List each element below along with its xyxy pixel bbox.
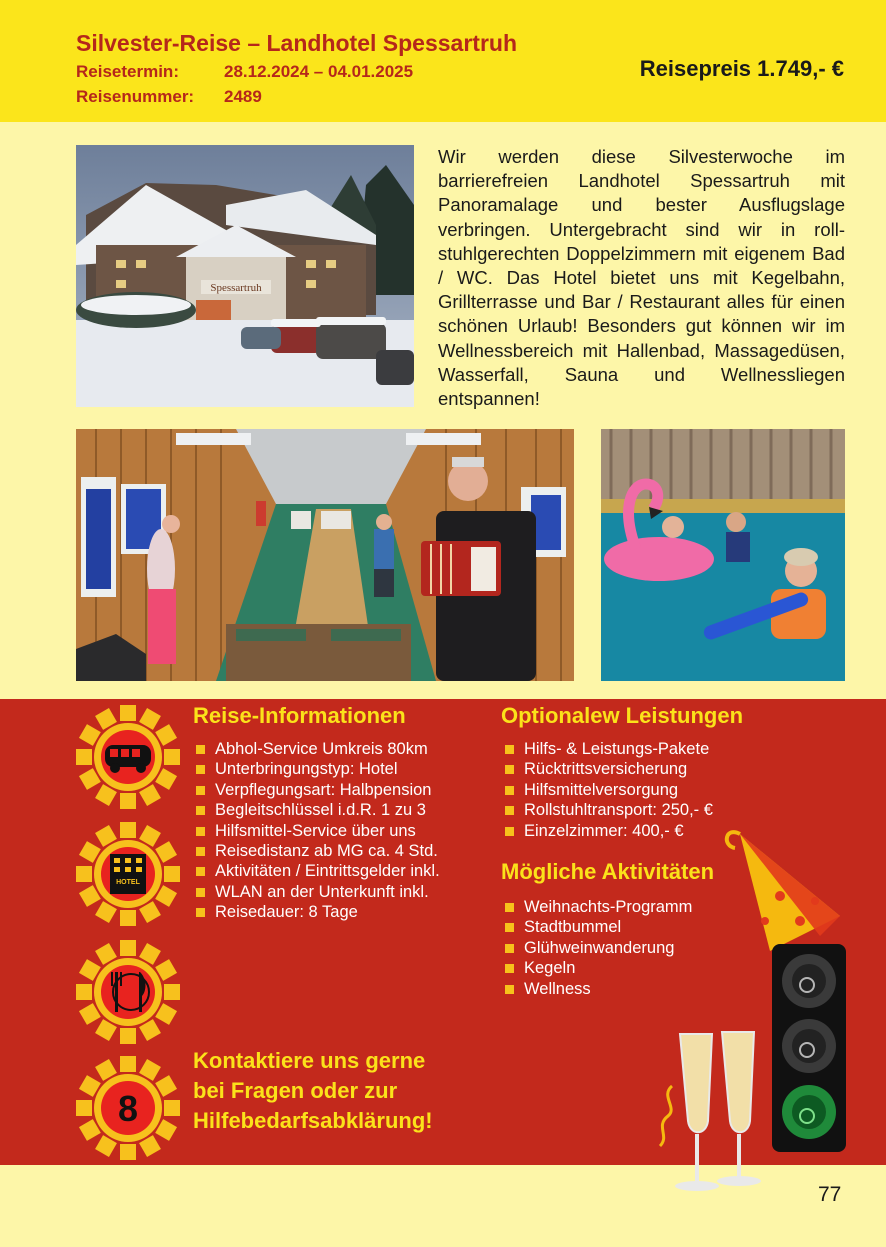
list-item: Glühweinwanderung [502,938,692,958]
contact-line-2: bei Fragen oder zur [193,1078,398,1103]
distance-number: 8 [117,1088,139,1129]
list-item: Kegeln [502,958,692,978]
list-item: Wellness [502,979,692,999]
hotel-photo [76,145,414,407]
list-item: Weihnachts-Programm [502,897,692,917]
activities-heading: Mögliche Aktivitäten [501,859,715,884]
list-item: Abhol-Service Umkreis 80km [193,739,440,759]
party-hat-icon [720,826,850,956]
list-item: Rollstuhltransport: 250,- € [502,800,713,820]
list-item: Reisedauer: 8 Tage [193,902,440,922]
contact-line-3: Hilfebedarfsabklärung! [193,1108,433,1133]
trip-number-label: Reisenummer: [76,87,195,106]
optional-heading: Optionalew Leistungen [501,703,744,728]
trip-title: Silvester-Reise – Landhotel Spessartruh [76,30,517,56]
list-item: Unterbringungstyp: Hotel [193,759,440,779]
trip-date-row [76,62,413,82]
trip-number-row [76,87,262,107]
intro-paragraph: Wir werden diese Silvesterwoche im barrierefreien Landhotel Spessartruh mit Panoramalage und bester Ausflugslage verbringen. Untergebracht sind wir in rollstuhlgerechten Doppelzimmern mit eigenem Bad / WC. Das Hotel bietet uns mit Kegelbahn, Grillterrasse und Bar / Restaurant alles für einen schönen Urlaub! Besonders gut können wir im Wellnessbereich mit Hallenbad, Massagedüsen, Wasserfall, Sauna und Wellnessliegen entspannen! [438,146,845,410]
hotel-icon-label: HOTEL [116,879,140,886]
reise-info-heading: Reise-Informationen [193,703,406,728]
dining-icon [76,940,180,1044]
list-item: Hilfs- & Leistungs-Pakete [502,739,713,759]
page-number: 77 [818,1183,842,1206]
list-item: Verpflegungsart: Halbpension [193,780,440,800]
accessibility-rating-icon [772,944,846,1152]
hotel-sign-text: Spessartruh [210,282,262,294]
list-item: WLAN an der Unterkunft inkl. [193,882,440,902]
reise-info-list [193,739,440,923]
list-item: Hilfsmittel-Service über uns [193,821,440,841]
bowling-alley-photo [76,429,574,681]
list-item: Aktivitäten / Eintrittsgelder inkl. [193,861,440,881]
trip-date-value: 28.12.2024 – 04.01.2025 [224,62,414,81]
trip-number-value: 2489 [224,87,262,106]
list-item: Begleitschlüssel i.d.R. 1 zu 3 [193,800,440,820]
list-item: Hilfsmittelversorgung [502,780,713,800]
activities-list [502,897,692,999]
pool-photo [601,429,845,681]
champagne-glasses-icon [650,1026,780,1206]
hotel-icon [76,822,180,926]
bus-icon [76,705,180,809]
list-item: Einzelzimmer: 400,- € [502,821,713,841]
contact-line-1: Kontaktiere uns gerne [193,1048,426,1073]
trip-price: Reisepreis 1.749,- € [639,56,844,81]
list-item: Reisedistanz ab MG ca. 4 Std. [193,841,440,861]
trip-date-label: Reisetermin: [76,62,179,81]
distance-icon [76,1056,180,1160]
optional-list [502,739,713,841]
contact-callout [193,1046,433,1136]
list-item: Stadtbummel [502,917,692,937]
list-item: Rücktrittsversicherung [502,759,713,779]
